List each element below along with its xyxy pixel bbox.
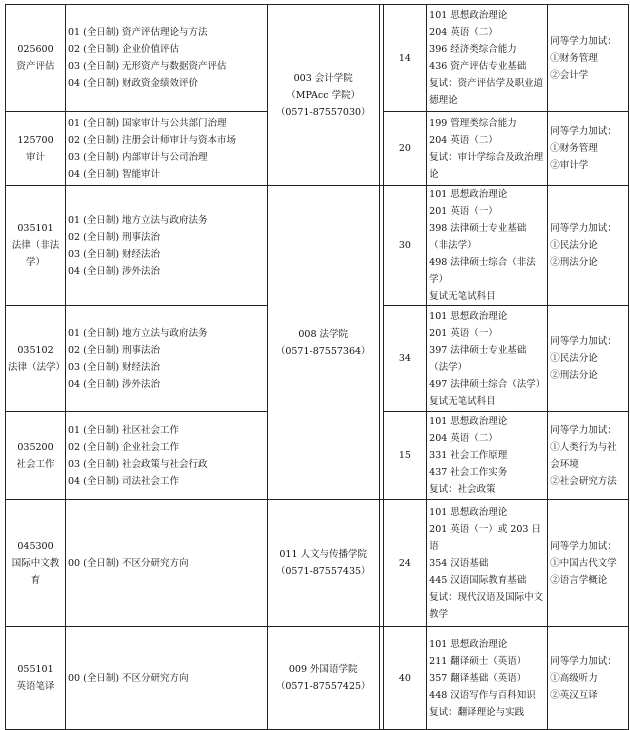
exam-subject: 复试：现代汉语及国际中文教学 bbox=[429, 591, 544, 620]
exam-subject: 复试：翻译理论与实践 bbox=[429, 706, 525, 718]
exams-cell bbox=[427, 306, 548, 412]
college-phone: （0571-87557435） bbox=[275, 566, 371, 577]
college-cell bbox=[267, 186, 379, 500]
direction-item: 03 (全日制) 财经法治 bbox=[68, 361, 161, 373]
quota-cell: 14 bbox=[383, 5, 426, 112]
exam-subject: 357 翻译基础（英语） bbox=[429, 672, 527, 684]
college-phone: （0571-87557030） bbox=[275, 106, 371, 118]
direction-item: 04 (全日制) 涉外法治 bbox=[68, 378, 161, 390]
extra-exam-item: 同等学力加试： bbox=[550, 424, 617, 436]
exam-subject: 204 英语（二） bbox=[429, 27, 498, 38]
exam-subject: 498 法律硕士综合（非法学） bbox=[429, 257, 536, 285]
exam-subject: 204 英语（二） bbox=[429, 433, 498, 444]
extra-exam-item: ②审计学 bbox=[550, 160, 589, 171]
extra-exam-cell bbox=[548, 412, 629, 500]
extra-exam-item: ①民法分论 bbox=[550, 240, 598, 251]
exams-cell bbox=[427, 412, 548, 500]
extra-exam-item: 同等学力加试： bbox=[550, 336, 617, 347]
exams-cell bbox=[427, 5, 548, 112]
college-phone: （0571-87557364） bbox=[275, 345, 371, 357]
extra-exam-item: ①民法分论 bbox=[550, 353, 598, 364]
program-code: 035102 bbox=[17, 344, 54, 356]
extra-exam-item: ②语言学概论 bbox=[550, 574, 608, 586]
college-cell bbox=[267, 5, 379, 186]
exam-subject: 445 汉语国际教育基础 bbox=[429, 574, 527, 586]
exam-subject: 101 思想政治理论 bbox=[429, 506, 508, 518]
direction-item: 03 (全日制) 社会政策与社会行政 bbox=[68, 458, 208, 470]
direction-item: 01 (全日制) 地方立法与政府法务 bbox=[68, 327, 208, 339]
quota-cell: 15 bbox=[383, 412, 426, 500]
program-cell bbox=[6, 627, 66, 730]
exams-cell bbox=[427, 627, 548, 730]
extra-exam-item: ①人类行为与社会环境 bbox=[550, 441, 617, 470]
direction-item: 03 (全日制) 无形资产与数据资产评估 bbox=[68, 61, 227, 72]
program-code: 035200 bbox=[17, 441, 54, 453]
exam-subject: 101 思想政治理论 bbox=[429, 638, 508, 650]
extra-exam-item: ①中国古代文学 bbox=[550, 557, 617, 569]
college-name: 011 人文与传播学院 bbox=[279, 549, 368, 560]
exam-subject: 复试：资产评估学及职业道德理论 bbox=[429, 78, 544, 106]
exam-subject: 354 汉语基础 bbox=[429, 557, 489, 569]
exam-subject: 396 经济类综合能力 bbox=[429, 44, 517, 55]
exam-subject: 398 法律硕士专业基础（非法学） bbox=[429, 223, 527, 251]
program-cell bbox=[6, 186, 66, 306]
extra-exam-cell bbox=[548, 5, 629, 112]
extra-exam-item: ②刑法分论 bbox=[550, 370, 598, 381]
extra-exam-item: ②刑法分论 bbox=[550, 257, 598, 268]
extra-exam-item: ①高级听力 bbox=[550, 672, 598, 684]
extra-exam-cell bbox=[548, 306, 629, 412]
admissions-table bbox=[5, 4, 629, 730]
exams-cell bbox=[427, 500, 548, 627]
quota-cell: 40 bbox=[383, 627, 426, 730]
college-phone: （0571-87557425） bbox=[275, 681, 371, 692]
direction-item: 02 (全日制) 企业价值评估 bbox=[68, 44, 180, 55]
exam-subject: 448 汉语写作与百科知识 bbox=[429, 689, 536, 701]
extra-exam-item: ②社会研究方法 bbox=[550, 475, 617, 487]
program-name: 资产评估 bbox=[16, 61, 55, 72]
table-row bbox=[6, 5, 629, 112]
direction-item: 02 (全日制) 注册会计师审计与资本市场 bbox=[68, 134, 237, 146]
table-row bbox=[6, 627, 629, 730]
college-cell bbox=[267, 627, 379, 730]
quota-cell: 30 bbox=[383, 186, 426, 306]
program-name: 审计 bbox=[26, 151, 46, 163]
extra-exam-item: 同等学力加试： bbox=[550, 35, 617, 47]
program-name: 国际中文教育 bbox=[11, 557, 60, 586]
direction-item: 02 (全日制) 企业社会工作 bbox=[68, 441, 180, 453]
program-cell bbox=[6, 500, 66, 627]
college-cell bbox=[267, 500, 379, 627]
direction-item: 04 (全日制) 智能审计 bbox=[68, 168, 161, 180]
exam-subject: 复试：社会政策 bbox=[429, 484, 496, 495]
exam-subject: 复试：审计学综合及政治理论 bbox=[429, 151, 544, 180]
program-cell bbox=[6, 306, 66, 412]
quota-cell: 24 bbox=[383, 500, 426, 627]
direction-item: 03 (全日制) 财经法治 bbox=[68, 248, 161, 260]
exam-subject: 331 社会工作原理 bbox=[429, 450, 508, 461]
directions-cell bbox=[66, 112, 268, 186]
table-row bbox=[6, 186, 629, 306]
directions-cell bbox=[66, 186, 268, 306]
exam-subject: 204 英语（二） bbox=[429, 134, 498, 146]
exam-subject: 201 英语（一） bbox=[429, 206, 498, 217]
extra-exam-cell bbox=[548, 112, 629, 186]
extra-exam-cell bbox=[548, 500, 629, 627]
exam-subject: 211 翻译硕士（英语） bbox=[429, 655, 527, 667]
directions-cell bbox=[66, 627, 268, 730]
exam-subject: 复试无笔试科目 bbox=[429, 291, 496, 302]
program-code: 125700 bbox=[17, 134, 54, 146]
direction-item: 01 (全日制) 国家审计与公共部门治理 bbox=[68, 117, 227, 129]
college-name: 009 外国语学院 bbox=[288, 664, 358, 675]
direction-item: 02 (全日制) 刑事法治 bbox=[68, 344, 161, 356]
program-code: 055101 bbox=[17, 664, 54, 675]
direction-item: 01 (全日制) 社区社会工作 bbox=[68, 424, 180, 436]
extra-exam-item: ①财务管理 bbox=[550, 143, 598, 154]
extra-exam-cell bbox=[548, 627, 629, 730]
extra-exam-item: ②会计学 bbox=[550, 69, 589, 81]
exams-cell bbox=[427, 186, 548, 306]
extra-exam-item: ①财务管理 bbox=[550, 52, 598, 64]
exam-subject: 101 思想政治理论 bbox=[429, 10, 508, 21]
exam-subject: 436 资产评估专业基础 bbox=[429, 61, 527, 72]
direction-item: 01 (全日制) 地方立法与政府法务 bbox=[68, 214, 208, 226]
exams-cell bbox=[427, 112, 548, 186]
college-name: 003 会计学院 bbox=[293, 72, 353, 84]
exam-subject: 397 法律硕士专业基础（法学） bbox=[429, 344, 527, 373]
exam-subject: 437 社会工作实务 bbox=[429, 467, 508, 478]
program-name: 法律（非法学） bbox=[11, 240, 60, 268]
table-row bbox=[6, 500, 629, 627]
program-name: 英语笔译 bbox=[16, 681, 55, 692]
directions-cell bbox=[66, 412, 268, 500]
direction-item: 04 (全日制) 司法社会工作 bbox=[68, 475, 180, 487]
direction-item: 01 (全日制) 资产评估理论与方法 bbox=[68, 27, 208, 38]
program-cell bbox=[6, 112, 66, 186]
extra-exam-item: 同等学力加试： bbox=[550, 655, 617, 667]
extra-exam-item: 同等学力加试： bbox=[550, 126, 617, 137]
direction-item: 04 (全日制) 涉外法治 bbox=[68, 265, 161, 277]
program-code: 045300 bbox=[17, 540, 54, 552]
extra-exam-item: 同等学力加试： bbox=[550, 223, 617, 234]
college-name: 008 法学院 bbox=[298, 328, 349, 340]
direction-item: 00 (全日制) 不区分研究方向 bbox=[68, 672, 189, 684]
extra-exam-item: ②英汉互译 bbox=[550, 689, 598, 701]
program-cell bbox=[6, 5, 66, 112]
exam-subject: 201 英语（一） bbox=[429, 327, 498, 339]
directions-cell bbox=[66, 500, 268, 627]
college-subname: （MPAcc 学院） bbox=[286, 89, 361, 101]
exam-subject: 199 管理类综合能力 bbox=[429, 117, 517, 129]
extra-exam-cell bbox=[548, 186, 629, 306]
direction-item: 00 (全日制) 不区分研究方向 bbox=[68, 557, 189, 569]
program-code: 025600 bbox=[17, 44, 54, 55]
exam-subject: 201 英语（一）或 203 日语 bbox=[429, 523, 541, 552]
exam-subject: 101 思想政治理论 bbox=[429, 310, 508, 322]
directions-cell bbox=[66, 5, 268, 112]
program-name: 社会工作 bbox=[16, 458, 55, 470]
program-code: 035101 bbox=[17, 223, 54, 234]
extra-exam-item: 同等学力加试： bbox=[550, 540, 617, 552]
direction-item: 03 (全日制) 内部审计与公司治理 bbox=[68, 151, 208, 163]
direction-item: 04 (全日制) 财政资金绩效评价 bbox=[68, 78, 199, 89]
exam-subject: 101 思想政治理论 bbox=[429, 416, 508, 427]
directions-cell bbox=[66, 306, 268, 412]
program-name: 法律（法学） bbox=[8, 361, 66, 373]
quota-cell: 20 bbox=[383, 112, 426, 186]
direction-item: 02 (全日制) 刑事法治 bbox=[68, 231, 161, 243]
exam-subject: 复试无笔试科目 bbox=[429, 395, 496, 407]
exam-subject: 101 思想政治理论 bbox=[429, 189, 508, 200]
quota-cell: 34 bbox=[383, 306, 426, 412]
exam-subject: 497 法律硕士综合（法学） bbox=[429, 378, 546, 390]
program-cell bbox=[6, 412, 66, 500]
